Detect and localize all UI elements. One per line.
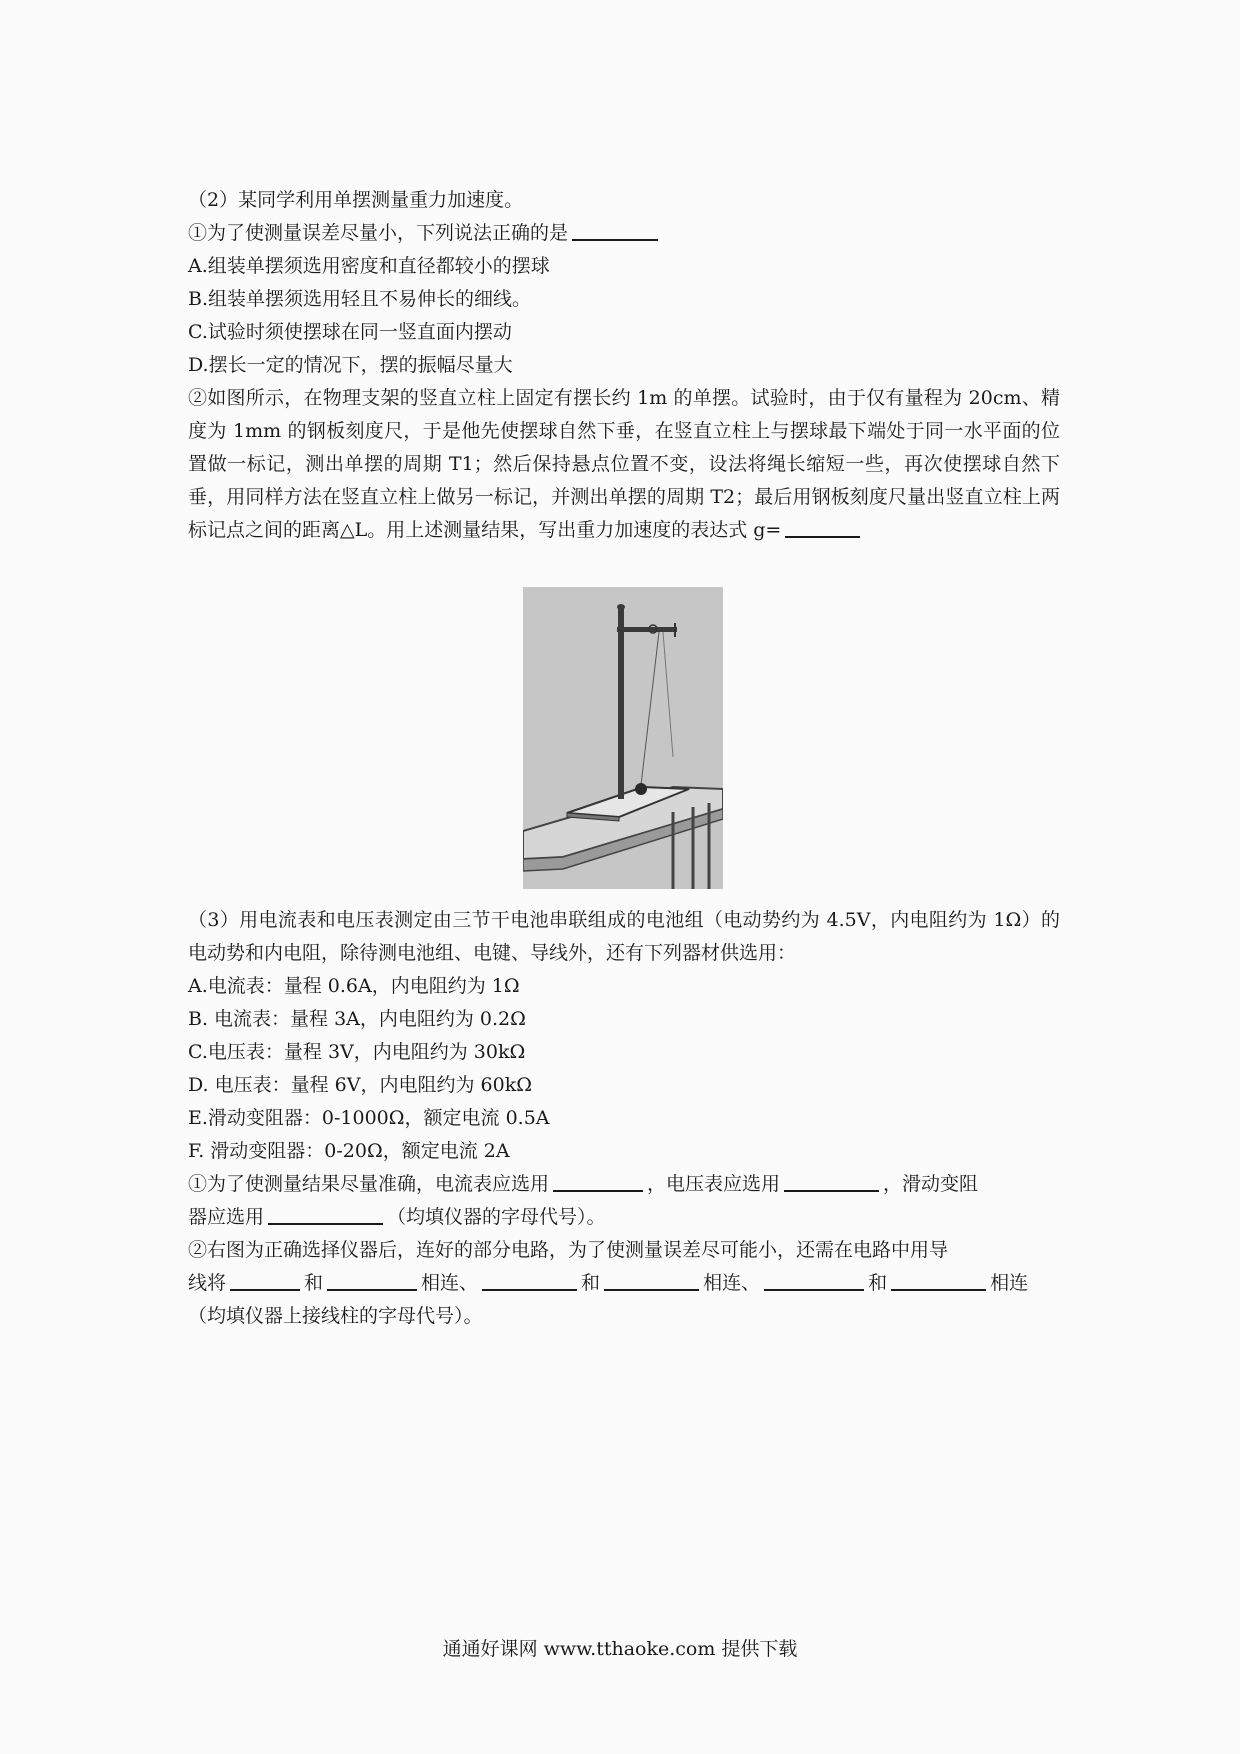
question-3-1-text: 器应选用 [188,1206,265,1228]
option-c: C.电压表：量程 3V，内电阻约为 30kΩ [188,1041,526,1063]
question-3-2-text: 线将 [188,1272,227,1294]
section-2 [188,184,1060,547]
rheostat-answer-blank [268,1203,383,1225]
question-3-1-text: ，电压表应选用 [647,1173,781,1195]
question-2-1-text: ①为了使测量误差尽量小，下列说法正确的是 [188,222,569,244]
answer-blank [785,516,860,538]
terminal-blank [891,1269,986,1291]
terminal-blank [230,1269,300,1291]
question-3-1-cont [188,1201,1060,1234]
question-3-2-text: 和 [304,1272,324,1294]
question-2-2-text: ②如图所示，在物理支架的竖直立柱上固定有摆长约 1m 的单摆。试验时，由于仅有量程为 20cm、精度为 1mm 的钢板刻度尺，于是他先使摆球自然下垂，在竖直立柱上与摆球最下端处于同一水平面的位置做一标记，测出单摆的周期 T1；然后保持悬点位置不变，设法将绳长缩短一些，再次使摆球自然下垂，用同样方法在竖直立柱上做另一标记，并测出单摆的周期 T2；最后用钢板刻度尺量出竖直立柱上两标记点之间的距离△L。用上述测量结果，写出重力加速度的表达式 g= [188,387,1060,541]
terminal-blank [482,1269,577,1291]
option-d: D.摆长一定的情况下，摆的振幅尽量大 [188,354,513,376]
terminal-blank [327,1269,417,1291]
terminal-blank [604,1269,699,1291]
option-e: E.滑动变阻器：0-1000Ω，额定电流 0.5A [188,1107,550,1129]
question-3-2-text: 和 [581,1272,601,1294]
option-f: F. 滑动变阻器：0-20Ω，额定电流 2A [188,1140,510,1162]
option-b: B.组装单摆须选用轻且不易伸长的细线。 [188,288,532,310]
question-2-2 [188,382,1060,547]
section-3-intro: （3）用电流表和电压表测定由三节干电池串联组成的电池组（电动势约为 4.5V，内电阻约为 1Ω）的电动势和内电阻，除待测电池组、电键、导线外，还有下列器材供选用： [188,909,1060,964]
pendulum-stand-figure [523,587,723,889]
pendulum-stand-illustration [523,587,723,889]
section-2-title: （2）某同学利用单摆测量重力加速度。 [188,189,524,211]
ammeter-answer-blank [553,1170,643,1192]
question-3-2-text: 相连 [990,1272,1029,1294]
option-a: A.电流表：量程 0.6A，内电阻约为 1Ω [188,975,520,997]
voltmeter-answer-blank [784,1170,879,1192]
question-3-1 [188,1168,1060,1201]
question-3-2-text: 和 [868,1272,888,1294]
question-3-2-text: 相连、 [703,1272,761,1294]
question-3-2: ②右图为正确选择仪器后，连好的部分电路，为了使测量误差尽可能小，还需在电路中用导 [188,1239,949,1261]
answer-blank [572,219,658,241]
question-3-2-text: 相连、 [421,1272,479,1294]
question-3-2-note: （均填仪器上接线柱的字母代号）。 [188,1305,483,1327]
option-b: B. 电流表：量程 3A，内电阻约为 0.2Ω [188,1008,526,1030]
question-3-1-text: ①为了使测量结果尽量准确，电流表应选用 [188,1173,550,1195]
option-d: D. 电压表：量程 6V，内电阻约为 60kΩ [188,1074,532,1096]
page-footer: 通通好课网 www.tthaoke.com 提供下载 [442,1638,798,1660]
question-2-1 [188,217,1060,250]
option-c: C.试验时须使摆球在同一竖直面内摆动 [188,321,512,343]
question-3-2-blanks [188,1267,1060,1300]
section-3 [188,904,1060,1333]
question-3-1-text: （均填仪器的字母代号）。 [387,1206,606,1228]
option-a: A.组装单摆须选用密度和直径都较小的摆球 [188,255,550,277]
question-3-1-text: ，滑动变阻 [883,1173,979,1195]
terminal-blank [764,1269,864,1291]
